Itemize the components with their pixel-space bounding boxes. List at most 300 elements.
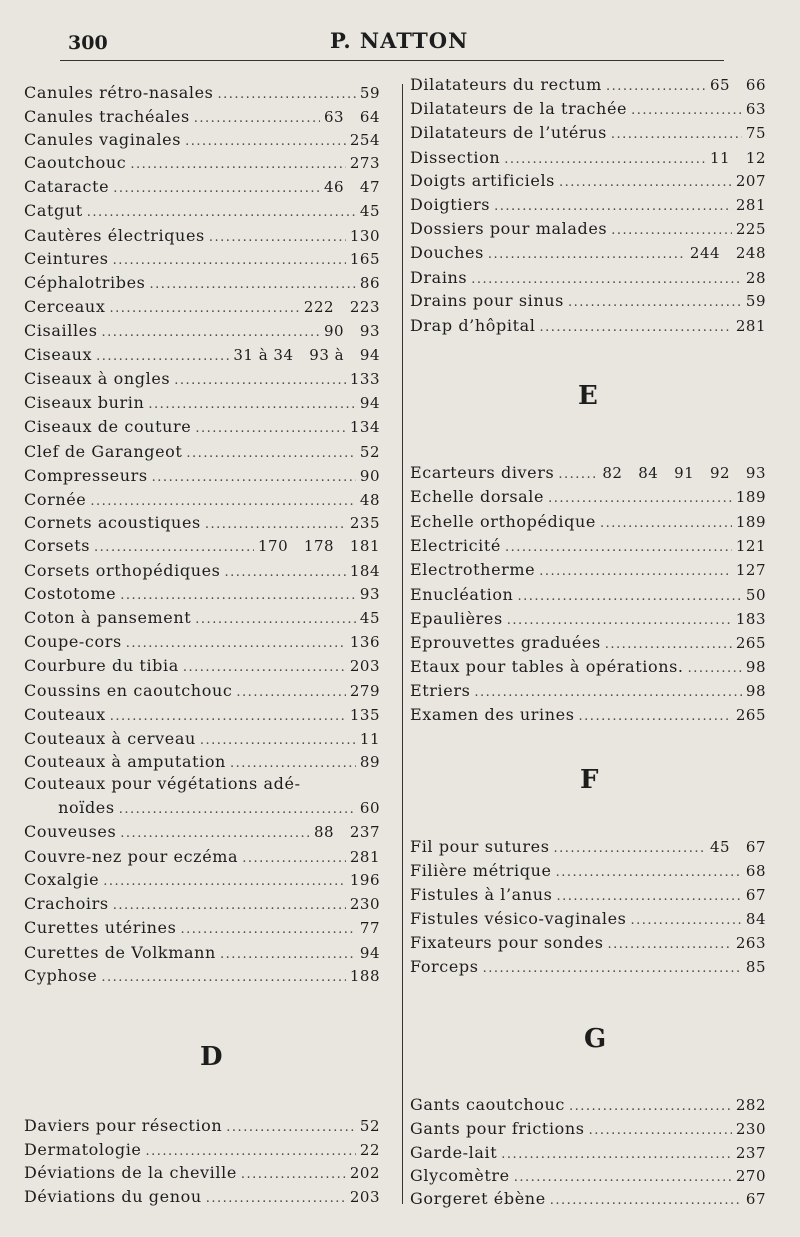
dot-leader (494, 196, 732, 218)
dot-leader (611, 220, 732, 242)
dot-leader (242, 848, 346, 870)
index-pages: 222 223 (303, 298, 380, 316)
index-pages: 98 (745, 658, 766, 676)
dot-leader (589, 1120, 732, 1142)
dot-leader (507, 610, 732, 632)
dot-leader (605, 634, 732, 656)
index-term: Forceps (410, 957, 479, 976)
index-entry (410, 559, 766, 581)
index-entry (24, 392, 380, 414)
index-pages: 270 (735, 1167, 766, 1185)
index-term: Canules vaginales (24, 130, 182, 149)
index-pages: 94 (359, 944, 380, 962)
dot-leader (230, 753, 356, 775)
dot-leader (568, 292, 742, 314)
index-entry (410, 218, 766, 240)
index-pages: 282 (735, 1096, 766, 1114)
dot-leader (148, 394, 355, 416)
dot-leader (183, 657, 346, 679)
index-pages: 52 (359, 443, 380, 461)
index-pages: 203 (349, 657, 380, 675)
index-term: Caoutchouc (24, 153, 127, 172)
index-entry (24, 465, 380, 487)
index-pages: 45 67 (710, 838, 766, 856)
index-entry (410, 194, 766, 216)
index-pages: 93 (359, 585, 380, 603)
dot-leader (220, 944, 356, 966)
index-term: Coussins en caoutchouc (24, 681, 233, 700)
index-entry (24, 1115, 380, 1137)
dot-leader (126, 633, 346, 655)
index-term: Ciseaux à ongles (24, 369, 171, 388)
index-pages: 183 (735, 610, 766, 628)
index-pages: 189 (735, 513, 766, 531)
index-term: Dissection (410, 148, 501, 167)
index-term: Electrotherme (410, 560, 536, 579)
dot-leader (200, 730, 356, 752)
index-pages: 59 (745, 292, 766, 310)
dot-leader (185, 131, 346, 153)
index-entry (24, 583, 380, 605)
page-number: 300 (68, 32, 108, 54)
index-pages: 82 84 91 92 93 (602, 464, 766, 482)
index-entry (24, 846, 380, 868)
index-entry (410, 290, 766, 312)
index-pages: 94 (359, 394, 380, 412)
index-pages: 84 (745, 910, 766, 928)
index-term: Echelle orthopédique (410, 512, 596, 531)
dot-leader (554, 838, 707, 860)
index-term: Dilatateurs de l’utérus (410, 123, 607, 142)
dot-leader (120, 823, 310, 845)
dot-leader (194, 108, 320, 130)
index-entry (24, 965, 380, 987)
index-pages: 130 (349, 227, 380, 245)
dot-leader (471, 269, 742, 291)
dot-leader (101, 967, 346, 989)
index-term: Ceintures (24, 249, 109, 268)
index-pages: 188 (349, 967, 380, 985)
dot-leader (149, 274, 355, 296)
index-entry (24, 1186, 380, 1208)
index-term: Garde-lait (410, 1143, 498, 1162)
index-term: Couteaux pour végétations adé- (24, 774, 301, 793)
index-entry (410, 932, 766, 954)
index-entry (410, 680, 766, 702)
index-entry (410, 908, 766, 930)
index-entry (24, 631, 380, 653)
index-term: Etriers (410, 681, 471, 700)
index-term: Couteaux (24, 705, 106, 724)
index-term: Filière métrique (410, 861, 552, 880)
index-entry (24, 607, 380, 629)
dot-leader (504, 149, 706, 171)
dot-leader (483, 958, 742, 980)
index-entry (410, 147, 766, 169)
index-pages: 134 (349, 418, 380, 436)
index-entry (24, 368, 380, 390)
dot-leader (152, 467, 356, 489)
index-entry (24, 1139, 380, 1161)
dot-leader (517, 586, 741, 608)
index-entry (24, 560, 380, 582)
index-pages: 46 47 (324, 178, 380, 196)
index-entry (24, 655, 380, 677)
dot-leader (539, 561, 732, 583)
index-pages: 45 (359, 202, 380, 220)
index-term: Corsets (24, 536, 91, 555)
index-entry (24, 106, 380, 128)
dot-leader (195, 609, 356, 631)
index-pages: 237 (735, 1144, 766, 1162)
dot-leader (539, 317, 731, 339)
index-term: Crachoirs (24, 894, 109, 913)
index-term: Epaulières (410, 609, 503, 628)
index-pages: 235 (349, 514, 380, 532)
index-term: Couvre-nez pour eczéma (24, 847, 239, 866)
dot-leader (514, 1167, 732, 1189)
index-pages: 207 (735, 172, 766, 190)
dot-leader (186, 443, 355, 465)
index-pages: 273 (349, 154, 380, 172)
index-pages: 22 (359, 1141, 380, 1159)
index-term: Ciseaux de couture (24, 417, 192, 436)
index-term: Curettes de Volkmann (24, 943, 216, 962)
index-term: Cyphose (24, 966, 98, 985)
index-entry (24, 272, 380, 294)
index-term: Ecarteurs divers (410, 463, 555, 482)
index-entry (410, 535, 766, 557)
dot-leader (548, 488, 732, 510)
dot-leader (550, 1190, 742, 1212)
index-pages: 52 (359, 1117, 380, 1135)
index-pages: 11 12 (710, 149, 766, 167)
index-term: Canules trachéales (24, 107, 190, 126)
index-pages: 133 (349, 370, 380, 388)
index-entry (24, 512, 380, 534)
index-term: Drains (410, 268, 468, 287)
index-entry (410, 315, 766, 337)
index-pages: 254 (349, 131, 380, 149)
index-pages: 65 66 (710, 76, 766, 94)
dot-leader (218, 84, 356, 106)
index-term: Curettes utérines (24, 918, 177, 937)
index-entry (24, 248, 380, 270)
index-term: Coxalgie (24, 870, 100, 889)
index-pages: 77 (359, 919, 380, 937)
index-entry (410, 836, 766, 858)
section-letter-d: D (200, 1042, 223, 1072)
index-pages: 75 (745, 124, 766, 142)
index-entry (410, 122, 766, 144)
index-pages: 90 93 (324, 322, 380, 340)
dot-leader (569, 1096, 732, 1118)
dot-leader (501, 1144, 732, 1166)
index-pages: 63 (745, 100, 766, 118)
index-term: Douches (410, 243, 484, 262)
index-term: Dermatologie (24, 1140, 142, 1159)
dot-leader (109, 298, 299, 320)
index-term: Cautères électriques (24, 226, 205, 245)
index-pages: 85 (745, 958, 766, 976)
dot-leader (113, 178, 320, 200)
dot-leader (180, 919, 355, 941)
index-entry (24, 942, 380, 964)
index-entry (24, 1162, 380, 1184)
index-pages: 89 (359, 753, 380, 771)
dot-leader (146, 1141, 356, 1163)
dot-leader (224, 562, 345, 584)
index-term: Examen des urines (410, 705, 575, 724)
index-pages: 67 (745, 886, 766, 904)
dot-leader (120, 585, 356, 607)
index-entry (410, 656, 766, 678)
index-pages: 281 (735, 196, 766, 214)
index-term: Gants pour frictions (410, 1119, 585, 1138)
index-entry (410, 584, 766, 606)
index-pages: 281 (735, 317, 766, 335)
index-entry (24, 82, 380, 104)
index-entry (24, 751, 380, 773)
dot-leader (195, 418, 346, 440)
index-term: Drap d’hôpital (410, 316, 536, 335)
dot-leader (631, 100, 742, 122)
index-term: Fixateurs pour sondes (410, 933, 604, 952)
index-entry (24, 129, 380, 151)
index-pages: 203 (349, 1188, 380, 1206)
dot-leader (174, 370, 346, 392)
index-pages: 281 (349, 848, 380, 866)
dot-leader (113, 895, 346, 917)
dot-leader (579, 706, 732, 728)
index-term: Echelle dorsale (410, 487, 545, 506)
index-term: Couveuses (24, 822, 117, 841)
index-pages: 135 (349, 706, 380, 724)
dot-leader (488, 244, 686, 266)
index-term: Fistules à l’anus (410, 885, 553, 904)
dot-leader (559, 172, 732, 194)
running-head: P. NATTON (330, 28, 469, 53)
index-term: Electricité (410, 536, 501, 555)
index-entry (24, 225, 380, 247)
index-term: Gorgeret ébène (410, 1189, 546, 1208)
index-term: Fistules vésico-vaginales (410, 909, 627, 928)
index-entry (24, 176, 380, 198)
section-letter-e: E (578, 381, 598, 411)
index-term: Dossiers pour malades (410, 219, 608, 238)
dot-leader (556, 862, 742, 884)
index-pages: 86 (359, 274, 380, 292)
index-entry (24, 152, 380, 174)
index-term: Catgut (24, 201, 83, 220)
index-term: Drains pour sinus (410, 291, 564, 310)
index-term: Costotome (24, 584, 117, 603)
dot-leader (113, 250, 346, 272)
index-term: Canules rétro-nasales (24, 83, 214, 102)
index-entry (24, 797, 380, 819)
index-pages: 244 248 (689, 244, 766, 262)
index-entry (24, 296, 380, 318)
index-entry (24, 320, 380, 342)
index-entry (410, 98, 766, 120)
index-term: Compresseurs (24, 466, 148, 485)
index-term: Couteaux à amputation (24, 752, 226, 771)
index-entry (410, 1165, 766, 1187)
index-term: Coupe-cors (24, 632, 122, 651)
index-term: Enucléation (410, 585, 514, 604)
index-term: Déviations de la cheville (24, 1163, 237, 1182)
index-term: Cataracte (24, 177, 110, 196)
index-pages: 60 (359, 799, 380, 817)
index-term: Cisailles (24, 321, 98, 340)
column-divider (402, 84, 403, 1204)
index-term: Ciseaux (24, 345, 93, 364)
dot-leader (87, 202, 356, 224)
dot-leader (130, 154, 346, 176)
index-term: Cornée (24, 490, 87, 509)
index-entry (410, 956, 766, 978)
index-entry (24, 893, 380, 915)
dot-leader (630, 910, 741, 932)
index-entry (410, 462, 766, 484)
index-entry (24, 821, 380, 843)
index-entry (410, 860, 766, 882)
index-term: Clef de Garangeot (24, 442, 183, 461)
index-entry (410, 170, 766, 192)
index-term: Cornets acoustiques (24, 513, 201, 532)
index-pages: 31 à 34 93 à 94 (233, 346, 380, 364)
index-term: Céphalotribes (24, 273, 146, 292)
index-pages: 90 (359, 467, 380, 485)
index-term: Ciseaux burin (24, 393, 145, 412)
index-pages: 45 (359, 609, 380, 627)
index-entry (410, 1188, 766, 1210)
dot-leader (209, 227, 346, 249)
index-term: Eprouvettes graduées (410, 633, 601, 652)
dot-leader (505, 537, 732, 559)
index-term: Coton à pansement (24, 608, 192, 627)
dot-leader (474, 682, 742, 704)
index-pages: 48 (359, 491, 380, 509)
index-pages: 265 (735, 634, 766, 652)
index-pages: 189 (735, 488, 766, 506)
section-letter-f: F (580, 765, 599, 795)
dot-leader (206, 1188, 346, 1210)
index-term: Dilatateurs de la trachée (410, 99, 628, 118)
index-entry (410, 608, 766, 630)
dot-leader (606, 76, 706, 98)
index-pages: 127 (735, 561, 766, 579)
index-pages: 88 237 (313, 823, 380, 841)
index-pages: 279 (349, 682, 380, 700)
index-entry (24, 535, 380, 557)
dot-leader (205, 514, 346, 536)
index-term: Gants caoutchouc (410, 1095, 565, 1114)
index-entry (24, 917, 380, 939)
index-entry (410, 486, 766, 508)
index-pages: 28 (745, 269, 766, 287)
index-entry (24, 728, 380, 750)
index-pages: 67 (745, 1190, 766, 1208)
index-term: noïdes (24, 798, 115, 817)
index-term: Courbure du tibia (24, 656, 179, 675)
index-entry (24, 489, 380, 511)
index-term: Daviers pour résection (24, 1116, 223, 1135)
index-term: Dilatateurs du rectum (410, 75, 602, 94)
index-pages: 225 (735, 220, 766, 238)
index-pages: 59 (359, 84, 380, 102)
index-pages: 165 (349, 250, 380, 268)
dot-leader (556, 886, 741, 908)
dot-leader (119, 799, 356, 821)
index-pages: 63 64 (324, 108, 380, 126)
dot-leader (90, 491, 356, 513)
dot-leader (102, 322, 320, 344)
index-entry (24, 704, 380, 726)
dot-leader (688, 658, 742, 680)
index-entry (410, 1118, 766, 1140)
index-entry (410, 74, 766, 96)
index-entry (410, 1094, 766, 1116)
index-entry (24, 344, 380, 366)
index-entry (410, 242, 766, 264)
dot-leader (558, 464, 598, 486)
index-term: Fil pour sutures (410, 837, 550, 856)
index-term: Glycomètre (410, 1166, 510, 1185)
index-term: Cerceaux (24, 297, 106, 316)
dot-leader (608, 934, 732, 956)
index-entry (410, 267, 766, 289)
index-pages: 136 (349, 633, 380, 651)
index-entry (410, 704, 766, 726)
index-pages: 230 (349, 895, 380, 913)
index-term: Etaux pour tables à opérations. (410, 657, 684, 676)
index-term: Doigts artificiels (410, 171, 555, 190)
index-term: Corsets orthopédiques (24, 561, 221, 580)
index-pages: 11 (359, 730, 380, 748)
index-entry (24, 416, 380, 438)
dot-leader (611, 124, 742, 146)
index-entry (410, 1142, 766, 1164)
index-entry (24, 773, 380, 795)
index-entry (24, 441, 380, 463)
index-pages: 202 (349, 1164, 380, 1182)
index-pages: 170 178 181 (258, 537, 380, 555)
index-entry (410, 632, 766, 654)
index-pages: 121 (735, 537, 766, 555)
index-pages: 265 (735, 706, 766, 724)
page-header (60, 28, 724, 61)
index-entry (24, 869, 380, 891)
index-term: Déviations du genou (24, 1187, 202, 1206)
index-entry (410, 511, 766, 533)
index-pages: 68 (745, 862, 766, 880)
dot-leader (236, 682, 345, 704)
dot-leader (96, 346, 229, 368)
dot-leader (110, 706, 346, 728)
index-entry (24, 680, 380, 702)
index-term: Doigtiers (410, 195, 491, 214)
index-pages: 230 (735, 1120, 766, 1138)
index-entry (410, 884, 766, 906)
dot-leader (94, 537, 254, 559)
dot-leader (226, 1117, 356, 1139)
index-pages: 50 (745, 586, 766, 604)
dot-leader (600, 513, 732, 535)
index-pages: 196 (349, 871, 380, 889)
index-term: Couteaux à cerveau (24, 729, 196, 748)
index-pages: 263 (735, 934, 766, 952)
